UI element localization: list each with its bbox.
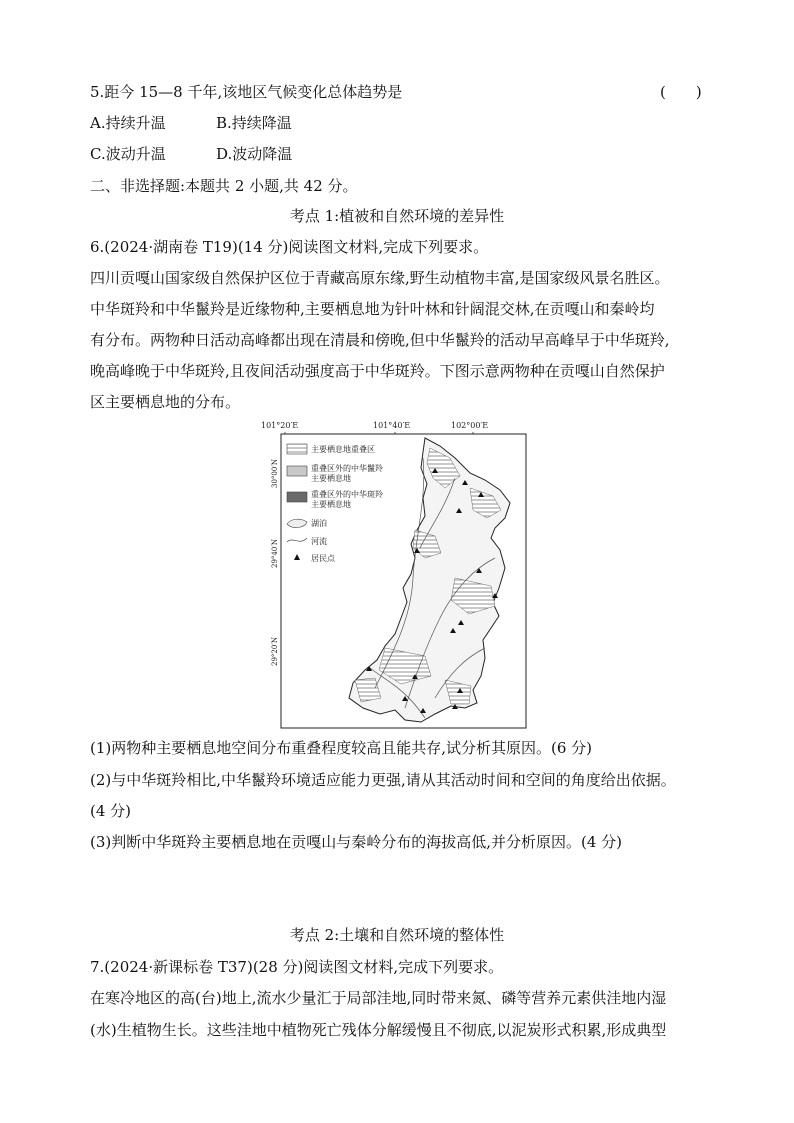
lon-label: 101°20′E — [261, 421, 299, 430]
topic2-heading: 考点 2:土壤和自然环境的整体性 — [289, 926, 505, 944]
q5-answer-paren: ( ) — [660, 83, 702, 101]
lon-label: 102°00′E — [451, 421, 489, 430]
lat-label: 29°20′N — [271, 636, 279, 666]
section2-heading: 二、非选择题:本题共 2 小题,共 42 分。 — [90, 177, 358, 195]
q6-question-1: (1)两物种主要栖息地空间分布重叠程度较高且能共存,试分析其原因。(6 分) — [90, 739, 593, 757]
q5-option-a: A.持续升温 — [90, 114, 166, 132]
q6-question-3: (3)判断中华斑羚主要栖息地在贡嘎山与秦岭分布的海拔高低,并分析原因。(4 分) — [90, 833, 623, 851]
legend-label: 主要栖息地重叠区 — [311, 445, 375, 454]
q6-question-2: (2)与中华斑羚相比,中华鬣羚环境适应能力更强,请从其活动时间和空间的角度给出依据。 — [90, 771, 676, 789]
lat-label: 30°00′N — [271, 458, 279, 488]
legend-label: 湖泊 — [311, 519, 327, 528]
legend-label: 居民点 — [311, 554, 335, 563]
q6-header: 6.(2024·湖南卷 T19)(14 分)阅读图文材料,完成下列要求。 — [90, 238, 489, 256]
q5-option-b: B.持续降温 — [216, 114, 292, 132]
q6-material-line: 有分布。两物种日活动高峰都出现在清晨和傍晚,但中华鬣羚的活动早高峰早于中华斑羚, — [90, 331, 670, 349]
q5-option-c: C.波动升温 — [90, 145, 166, 163]
legend-label: 重叠区外的中华斑羚 — [311, 490, 383, 499]
legend-label: 主要栖息地 — [311, 500, 351, 509]
q6-material-line: 中华斑羚和中华鬣羚是近缘物种,主要栖息地为针叶林和针阔混交林,在贡嘎山和秦岭均 — [90, 300, 655, 318]
q7-material-line: 在寒冷地区的高(台)地上,流水少量汇于局部洼地,同时带来氮、磷等营养元素供洼地内湿 — [90, 989, 667, 1007]
habitat-map — [255, 418, 545, 730]
topic1-heading: 考点 1:植被和自然环境的差异性 — [289, 207, 505, 225]
q6-material-line: 四川贡嘎山国家级自然保护区位于青藏高原东缘,野生动植物丰富,是国家级风景名胜区。 — [90, 269, 670, 287]
q7-header: 7.(2024·新课标卷 T37)(28 分)阅读图文材料,完成下列要求。 — [90, 958, 504, 976]
q7-material-line: (水)生植物生长。这些洼地中植物死亡残体分解缓慢且不彻底,以泥炭形式积累,形成典型 — [90, 1021, 667, 1039]
q6-material-line: 区主要栖息地的分布。 — [90, 393, 241, 411]
lon-label: 101°40′E — [373, 421, 411, 430]
q6-material-line: 晚高峰晚于中华斑羚,且夜间活动强度高于中华斑羚。下图示意两物种在贡嘎山自然保护 — [90, 362, 665, 380]
legend-label: 重叠区外的中华鬣羚 — [311, 464, 383, 473]
q5-stem: 5.距今 15—8 千年,该地区气候变化总体趋势是 — [90, 83, 403, 101]
q5-option-d: D.波动降温 — [216, 145, 293, 163]
legend-label: 主要栖息地 — [311, 474, 351, 483]
lat-label: 29°40′N — [271, 538, 279, 568]
legend-label: 河流 — [311, 537, 327, 546]
q6-question-2-score: (4 分) — [90, 802, 132, 820]
